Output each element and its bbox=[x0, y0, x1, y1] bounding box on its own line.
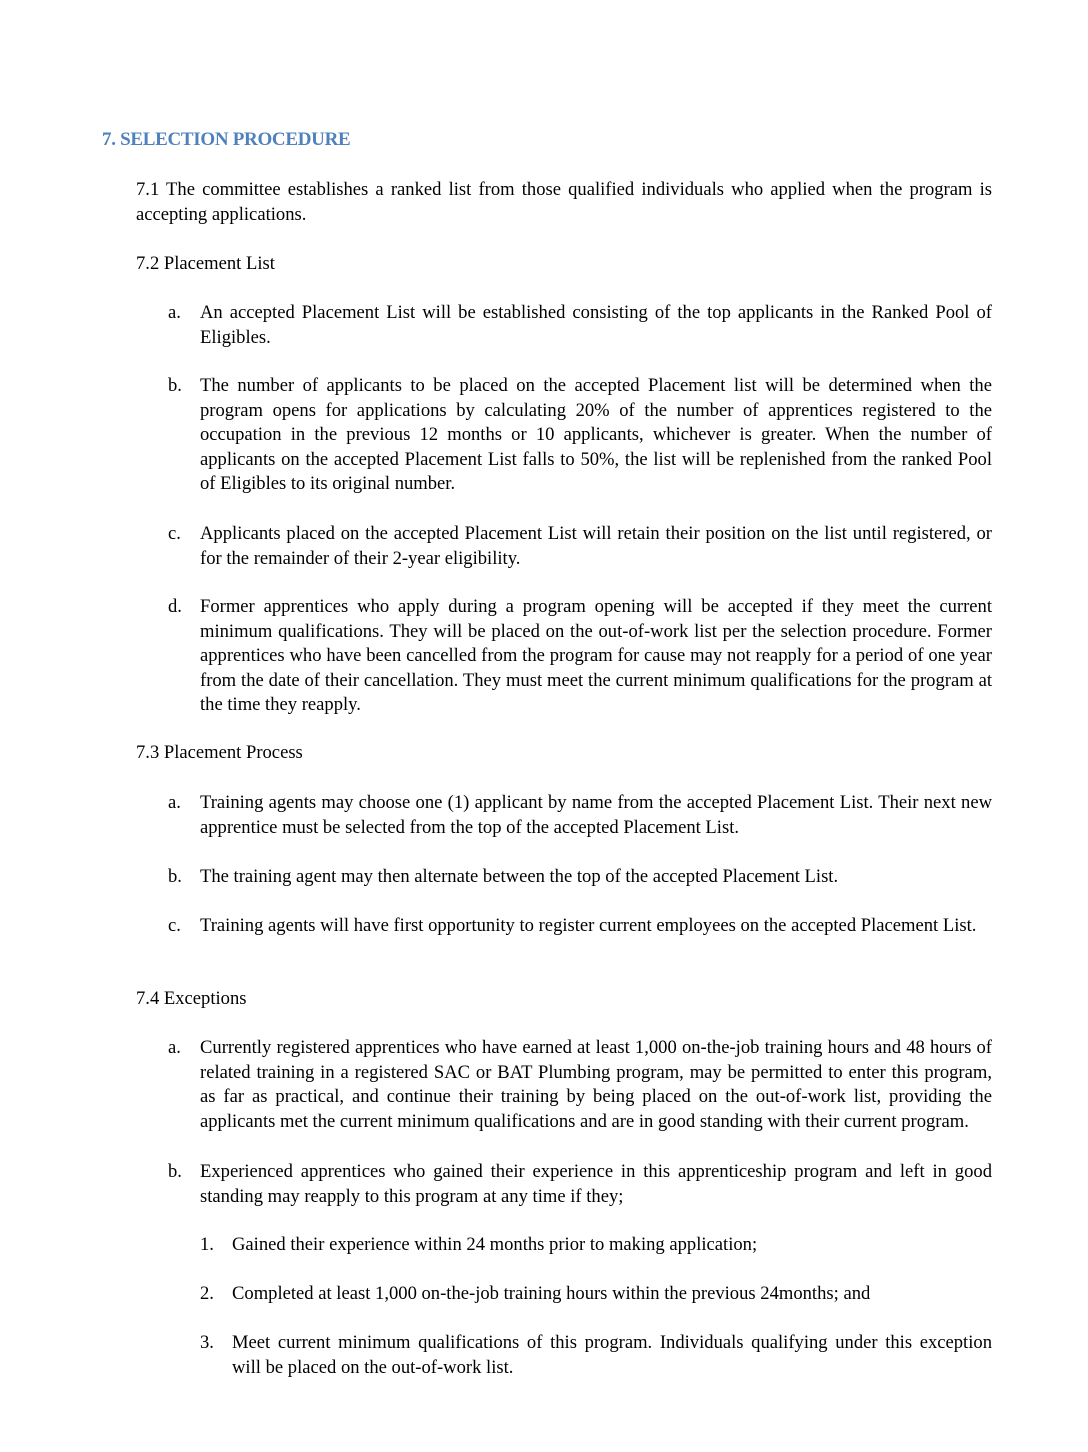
list-marker: b. bbox=[168, 1161, 182, 1182]
list-marker: c. bbox=[168, 523, 181, 544]
list-marker: b. bbox=[168, 375, 182, 396]
list-item-text: Completed at least 1,000 on-the-job training hours within the previous 24months; and bbox=[232, 1283, 871, 1304]
list-item-text: Experienced apprentices who gained their experience in this apprenticeship program and left in good standing may reapply to this program at any time if they; bbox=[200, 1161, 992, 1207]
list-item-text: Meet current minimum qualifications of this program. Individuals qualifying under this exception will be placed on the out-of-work list. bbox=[232, 1332, 992, 1378]
list-item-text: Gained their experience within 24 months prior to making application; bbox=[232, 1234, 758, 1255]
subsection-title-7-4: 7.4 Exceptions bbox=[136, 988, 247, 1009]
paragraph-7-1: 7.1 The committee establishes a ranked list from those qualified individuals who applied when the program is accepting applications. bbox=[136, 179, 992, 225]
list-item-text: Currently registered apprentices who have earned at least 1,000 on-the-job training hours and 48 hours of related training in a registered SAC or BAT Plumbing program, may be permitted to enter this program, as far as practical, and continue their training by being placed on the out-of-work list, providing the applicants met the current minimum qualifications and are in good standing with their current program. bbox=[200, 1037, 992, 1132]
list-marker: a. bbox=[168, 1037, 181, 1058]
list-item-text: Applicants placed on the accepted Placement List will retain their position on the list until registered, or for the remainder of their 2-year eligibility. bbox=[200, 523, 992, 569]
list-marker: 3. bbox=[200, 1332, 214, 1353]
list-item-text: Training agents will have first opportunity to register current employees on the accepted Placement List. bbox=[200, 915, 977, 936]
list-marker: a. bbox=[168, 302, 181, 323]
list-marker: b. bbox=[168, 866, 182, 887]
list-marker: d. bbox=[168, 596, 182, 617]
list-marker: a. bbox=[168, 792, 181, 813]
list-item-text: The number of applicants to be placed on the accepted Placement list will be determined when the program opens for applications by calculating 20% of the number of apprentices registered to the occupation in the previous 12 months or 10 applicants, whichever is greater. When the number of applicants on the accepted Placement List falls to 50%, the list will be replenished from the ranked Pool of Eligibles to its original number. bbox=[200, 375, 992, 495]
list-marker: 1. bbox=[200, 1234, 214, 1255]
list-marker: 2. bbox=[200, 1283, 214, 1304]
section-heading: 7. SELECTION PROCEDURE bbox=[102, 129, 351, 150]
list-item-text: The training agent may then alternate between the top of the accepted Placement List. bbox=[200, 866, 839, 887]
list-item-text: Former apprentices who apply during a program opening will be accepted if they meet the current minimum qualifications. They will be placed on the out-of-work list per the selection procedure. Former apprentices who have been cancelled from the program for cause may not reapply for a period of one year from the date of their cancellation. They must meet the current minimum qualifications for the program at the time they reapply. bbox=[200, 596, 992, 716]
subsection-title-7-2: 7.2 Placement List bbox=[136, 253, 275, 274]
list-item-text: Training agents may choose one (1) applicant by name from the accepted Placement List. Their next new apprentice must be selected from the top of the accepted Placement List. bbox=[200, 792, 992, 838]
list-item-text: An accepted Placement List will be established consisting of the top applicants in the Ranked Pool of Eligibles. bbox=[200, 302, 992, 348]
list-marker: c. bbox=[168, 915, 181, 936]
subsection-title-7-3: 7.3 Placement Process bbox=[136, 742, 303, 763]
